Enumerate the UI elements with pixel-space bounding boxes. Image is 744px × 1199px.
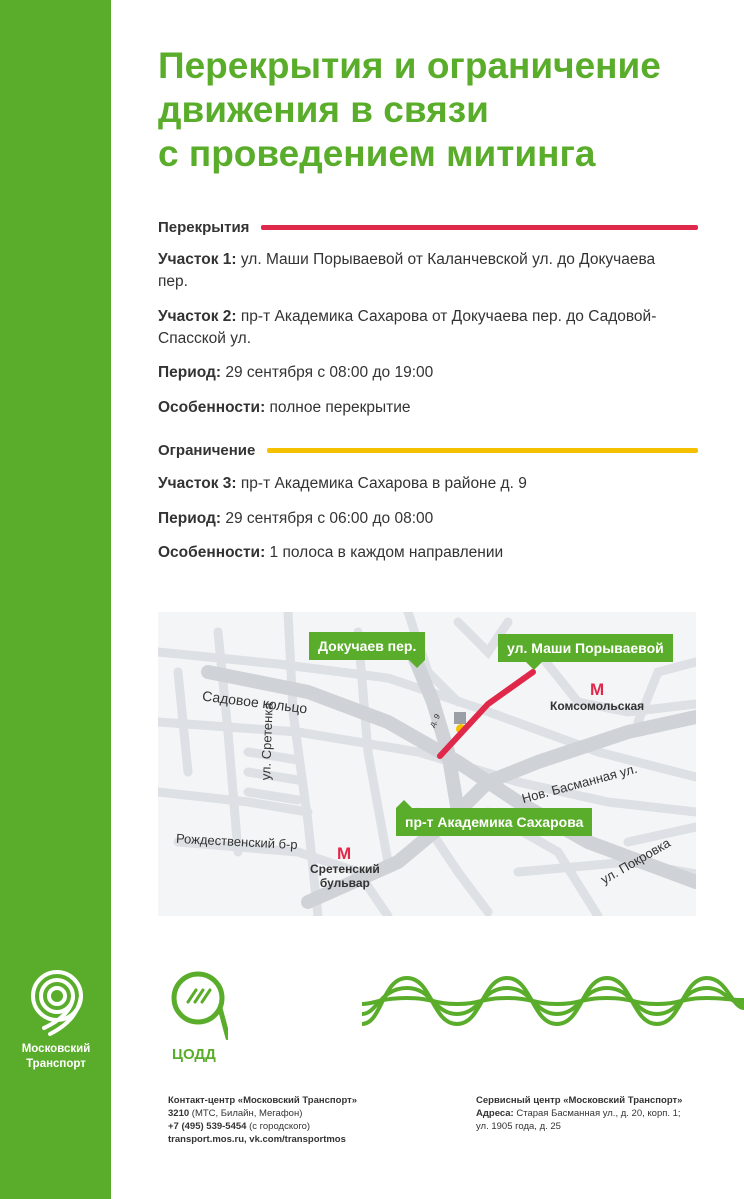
- website-links[interactable]: transport.mos.ru, vk.com/transportmos: [168, 1134, 346, 1145]
- station-komsomolskaya: Комсомольская: [550, 699, 645, 713]
- section-label: Участок 3:: [158, 475, 237, 492]
- callout-label: пр-т Академика Сахарова: [405, 814, 584, 830]
- callout-sakharova: [396, 808, 592, 836]
- closure-section-1: [158, 249, 678, 293]
- label-sadovoe: Садовое кольцо: [201, 687, 309, 717]
- logo-line: Московский: [21, 1043, 91, 1055]
- section-label: Участок 2:: [158, 308, 237, 325]
- section-label: Участок 1:: [158, 251, 237, 268]
- label-rozhdestvensky: Рождественский б-р: [175, 830, 298, 853]
- title-line: движения в связи: [158, 89, 489, 130]
- callout-pointer: [396, 800, 412, 808]
- restriction-period: [158, 508, 678, 530]
- label-sretenka: ул. Сретенка: [258, 702, 276, 781]
- period-label: Период:: [158, 364, 222, 381]
- label-pokrovka: ул. Покровка: [598, 835, 673, 887]
- closures-red-line: [261, 225, 698, 230]
- restriction-section-3: [158, 473, 678, 495]
- service-center: [476, 1094, 738, 1133]
- closure-section-2: [158, 306, 678, 350]
- moscow-transport-logo-text: [8, 1042, 104, 1072]
- section-text: ул. Маши Порываевой от Каланчевской ул. до Докучаева пер.: [158, 251, 656, 290]
- features-text: полное перекрытие: [265, 399, 411, 416]
- address-line: Старая Басманная ул., д. 20, корп. 1;: [513, 1108, 681, 1119]
- period-label: Период:: [158, 510, 222, 527]
- label-building: д. 9: [427, 712, 443, 729]
- restrictions-yellow-line: [267, 448, 698, 453]
- station-line: Сретенский: [310, 862, 380, 876]
- restrictions-heading: [158, 440, 698, 460]
- station-line: бульвар: [319, 876, 370, 890]
- callout-porivaeva: [498, 634, 673, 662]
- moscow-transport-logo-icon: [22, 968, 92, 1038]
- codd-logo-text: ЦОДД: [172, 1046, 216, 1063]
- codd-logo-icon: [168, 970, 228, 1040]
- title-line: с проведением митинга: [158, 133, 596, 174]
- callout-pointer: [526, 662, 542, 670]
- features-label: Особенности:: [158, 399, 266, 416]
- metro-icon: М: [590, 680, 605, 699]
- features-label: Особенности:: [158, 544, 266, 561]
- service-center-title: Сервисный центр «Московский Транспорт»: [476, 1095, 683, 1106]
- callout-label: ул. Маши Порываевой: [507, 640, 664, 656]
- section-text: пр-т Академика Сахарова от Докучаева пер. до Садовой-Спасской ул.: [158, 308, 657, 347]
- phone-number: +7 (495) 539-5454: [168, 1121, 247, 1132]
- period-text: 29 сентября с 08:00 до 19:00: [221, 364, 434, 381]
- title-line: Перекрытия и ограничение: [158, 45, 661, 86]
- phone-note: (с городского): [246, 1121, 311, 1132]
- logo-line: Транспорт: [26, 1058, 86, 1070]
- closures-heading: [158, 217, 698, 237]
- contact-center-title: Контакт-центр «Московский Транспорт»: [168, 1095, 358, 1106]
- decorative-wave-pattern: [362, 968, 744, 1034]
- section-text: пр-т Академика Сахарова в районе д. 9: [236, 475, 527, 492]
- building-marker: [454, 712, 466, 724]
- period-text: 29 сентября с 06:00 до 08:00: [221, 510, 434, 527]
- page-title: [158, 44, 718, 176]
- short-number-note: (МТС, Билайн, Мегафон): [189, 1108, 303, 1119]
- closure-period: [158, 362, 678, 384]
- closure-features: [158, 397, 678, 419]
- contact-center: [168, 1094, 408, 1146]
- restriction-features: [158, 542, 678, 564]
- address-line: ул. 1905 года, д. 25: [476, 1121, 561, 1132]
- label-basmannaya: Нов. Басманная ул.: [520, 760, 639, 807]
- callout-label: Докучаев пер.: [318, 638, 417, 654]
- short-number: 3210: [168, 1108, 190, 1119]
- closures-heading-label: Перекрытия: [158, 218, 250, 236]
- restrictions-heading-label: Ограничение: [158, 441, 256, 459]
- callout-pointer: [409, 660, 425, 668]
- callout-dokuchaev: [309, 632, 425, 660]
- route-map: [158, 612, 696, 916]
- station-sretensky: [310, 862, 380, 890]
- address-label: Адреса:: [476, 1108, 514, 1119]
- metro-icon: М: [337, 844, 352, 863]
- features-text: 1 полоса в каждом направлении: [265, 544, 504, 561]
